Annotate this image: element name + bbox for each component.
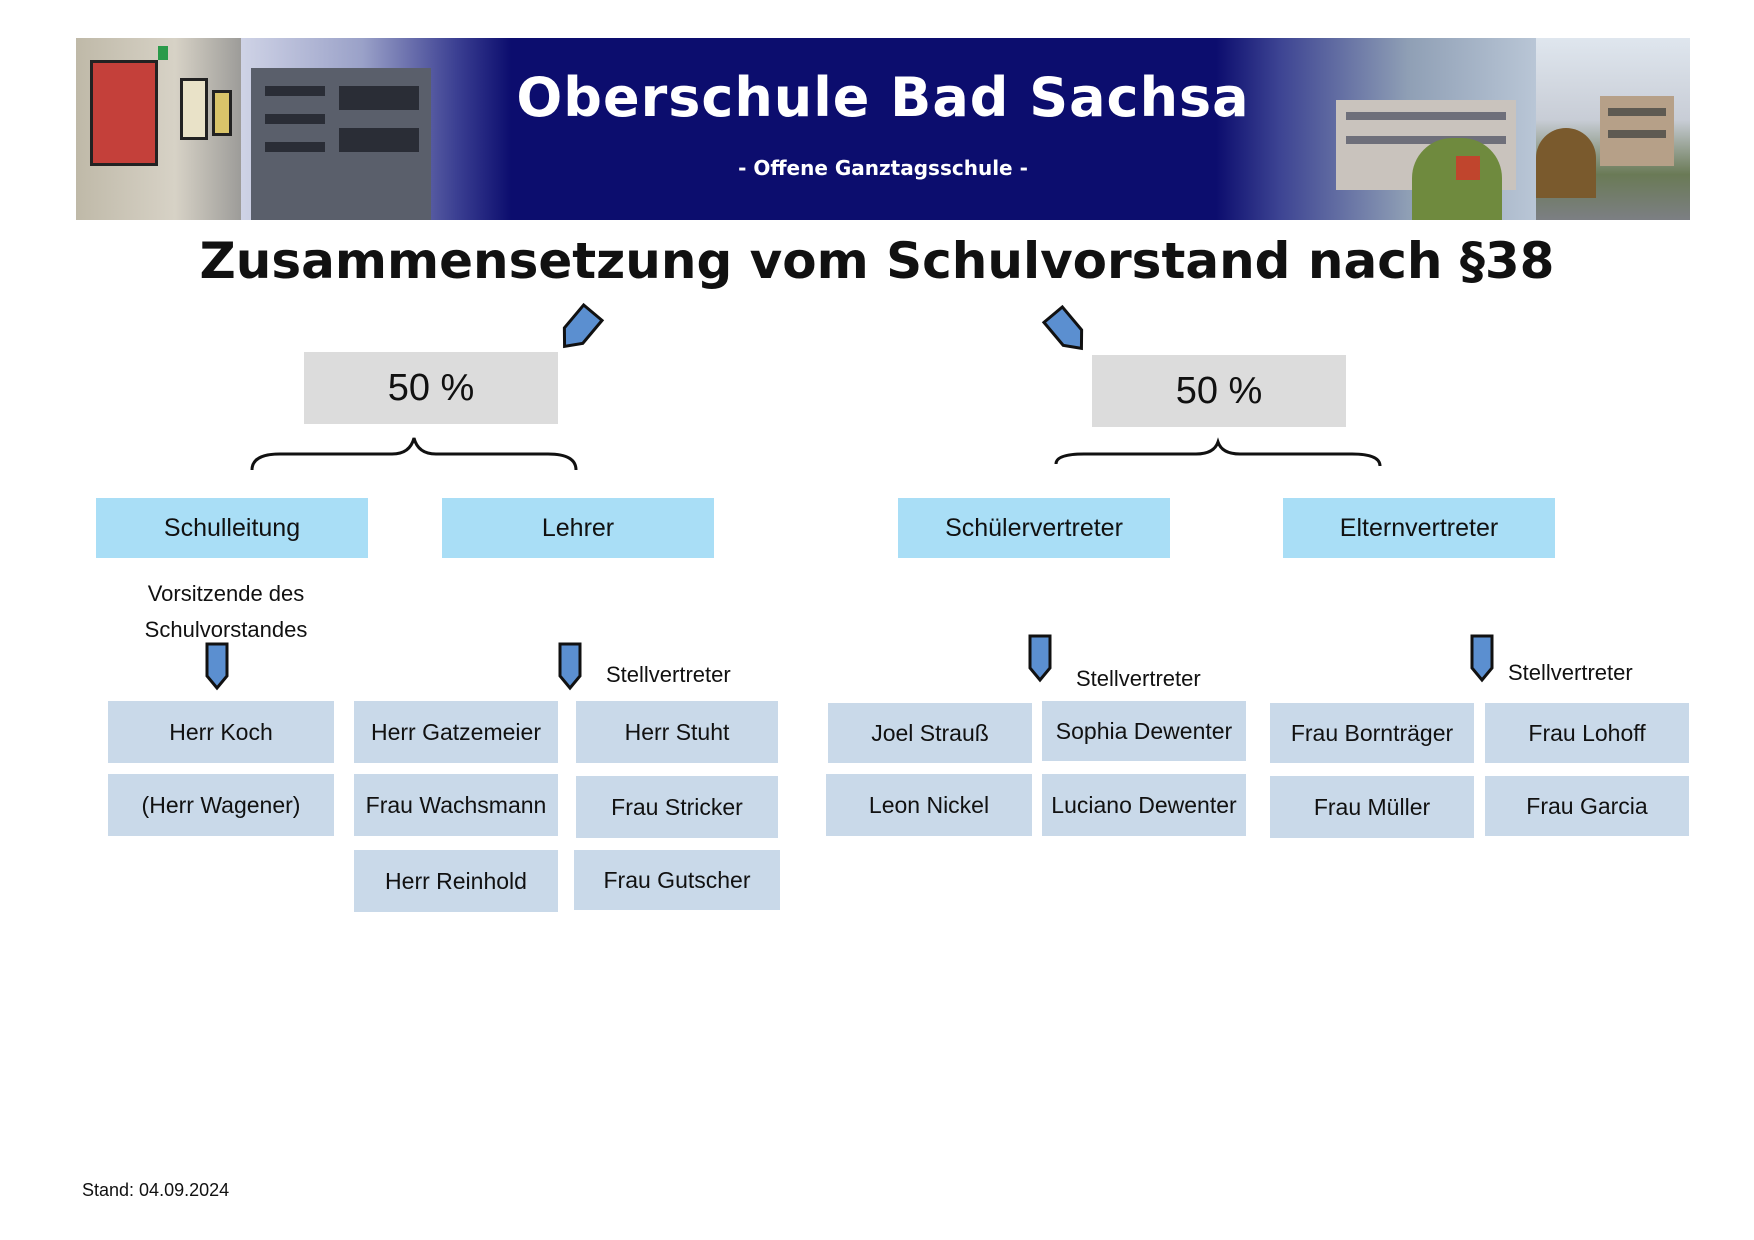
status-date: Stand: 04.09.2024 [82,1180,230,1200]
page-title: Zusammensetzung vom Schulvorstand nach §38 [199,232,1555,290]
down-arrow-lehrer-icon [560,644,580,688]
person-box: Frau Garcia [1485,776,1689,836]
pointer-arrow-right-icon [1044,307,1091,356]
person-box: Luciano Dewenter [1042,774,1246,836]
down-arrow-eltern-icon [1472,636,1492,680]
person-box: Sophia Dewenter [1042,701,1246,761]
chair-note-line1: Vorsitzende des [147,581,305,606]
stellvertreter-label-eltern: Stellvertreter [1508,660,1633,685]
category-elternvertreter: Elternvertreter [1283,498,1555,558]
person-box: Herr Gatzemeier [354,701,558,763]
chair-note [104,576,348,648]
down-arrow-schueler-icon [1030,636,1050,680]
person-box: Frau Stricker [576,776,778,838]
brace-right [1056,442,1380,466]
person-box: Herr Reinhold [354,850,558,912]
stellvertreter-label-schueler: Stellvertreter [1076,666,1201,691]
down-arrow-schulleitung-icon [207,644,227,688]
category-schulleitung: Schulleitung [96,498,368,558]
person-box: Joel Strauß [828,703,1032,763]
category-schuelervertreter: Schülervertreter [898,498,1170,558]
person-box: Frau Lohoff [1485,703,1689,763]
person-box: Frau Müller [1270,776,1474,838]
pointer-arrow-left-icon [555,305,602,354]
category-lehrer: Lehrer [442,498,714,558]
person-box: Herr Stuht [576,701,778,763]
person-box: (Herr Wagener) [108,774,334,836]
percent-box-right: 50 % [1092,355,1346,427]
brace-left [252,438,576,470]
person-box: Frau Gutscher [574,850,780,910]
percent-box-left: 50 % [304,352,558,424]
chair-note-line2: Schulvorstandes [144,617,308,642]
banner-subtitle: - Offene Ganztagsschule - [738,156,1028,180]
person-box: Leon Nickel [826,774,1032,836]
banner-title: Oberschule Bad Sachsa [516,66,1250,129]
person-box: Frau Bornträger [1270,703,1474,763]
stellvertreter-label-lehrer: Stellvertreter [606,662,731,687]
person-box: Herr Koch [108,701,334,763]
person-box: Frau Wachsmann [354,774,558,836]
